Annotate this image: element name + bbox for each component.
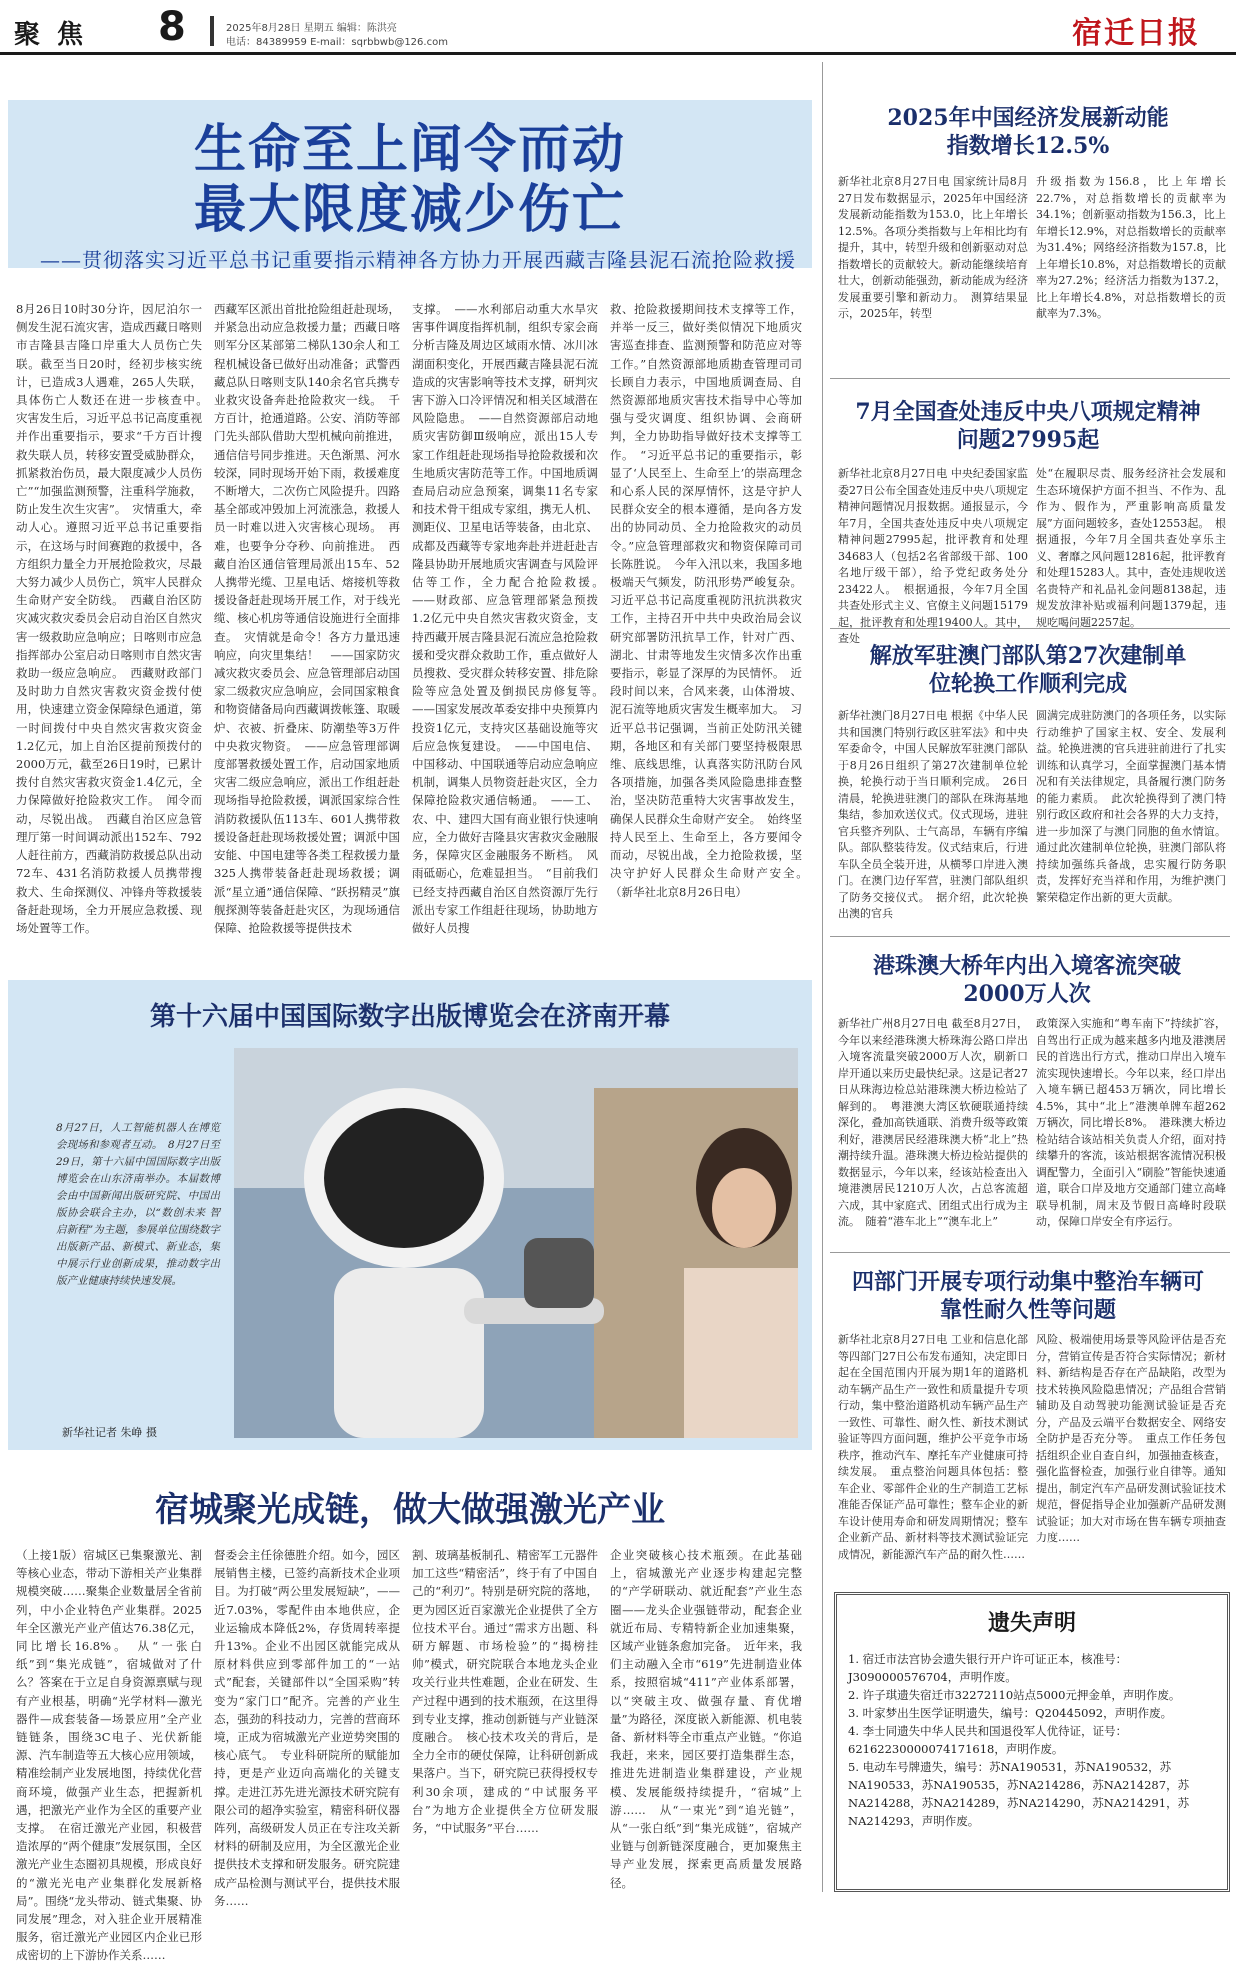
econ-body-col2: 升级指数为156.8，比上年增长22.7%，对总指数增长的贡献率为34.1%；创新驱动指数为156.3，比上年增长12.9%，对总指数增长的贡献率为31.4%；网络经济指数为157.8，比上年增长10.8%，对总指数增长的贡献率为27.2%；经济活力指数为137.2，比上年增长4.8%，对总指数增长的贡献率为7.3%。	[1036, 175, 1226, 320]
laser-title: 宿城聚光成链，做大做强激光产业	[155, 1490, 665, 1530]
expo-photo	[234, 1048, 798, 1438]
bridge-title: 港珠澳大桥年内出入境客流突破2000万人次	[872, 953, 1181, 1007]
notice-title: 遗失声明	[987, 1611, 1076, 1636]
macao-body-col2: 圆满完成驻防澳门的各项任务，以实际行动维护了国家主权、安全、发展利益。轮换进澳的官兵进驻前进行了扎实训练和认真学习，全面掌握澳门基本情况和有关法律规定，具备履行澳门防务的能力素质。 此次轮换得到了澳门特别行政区政府和社会各界的大力支持，进一步加深了与澳门同胞的鱼水情谊。通过此次建制单位轮换，驻澳门部队将持续加强练兵备战，忠实履行防务职责，发挥好充当祥和作用，为维护澳门繁荣稳定作出新的更大贡献。	[1036, 709, 1226, 904]
rules-body-col1: 新华社北京8月27日电 中央纪委国家监委27日公布全国查处违反中央八项规定精神问题情况月报数据。通报显示，今年7月，全国共查处违反中央八项规定精神问题27995起，批评教育和处理34683人（包括2名省部级干部、100名地厅级干部），给予党纪政务处分23422人。 根据通报，今年7月全国共查处形式主义、官僚主义问题15179起，批评教育和处理19400人。其中，查处	[838, 467, 1028, 645]
rules-body-col2: 处“在履职尽责、服务经济社会发展和生态环境保护方面不担当、不作为、乱作为、假作为，严重影响高质量发展”方面问题较多，查处12553起。 根据通报，今年7月全国共查处享乐主义、奢靡之风问题12816起，批评教育和处理15283人。其中，查处违规收送名贵特产和礼品礼金问题8138起，违规发放津补贴或福利问题1379起，违规吃喝问题2257起。	[1036, 467, 1226, 629]
expo-title: 第十六届中国国际数字出版博览会在济南开幕	[149, 1002, 670, 1032]
vehicle-body-col2: 风险、极端使用场景等风险评估是否充分，营销宣传是否符合实际情况；新材料、新结构是否存在产品缺陷，改型为技术转换风险隐患情况；产品组合营销辅助及自动驾驶功能测试验证是否充分，产品及云端平台数据安全、网络安全防护是否充分等。 重点工作任务包括组织企业自查自纠，加强抽查核查，强化监督检查，加强行业自律等。通知提出，制定汽车产品研发测试验证技术规范，督促指导企业加强新产品研发测试验证；加大对市场在售车辆专项抽查力度……	[1036, 1333, 1226, 1544]
divider-3	[830, 936, 1230, 937]
laser-body-col1: （上接1版）宿城区已集聚激光、割等核心业态，带动下游相关产业集群规模突破……聚集企业数量居全省前列，中小企业特色产业集群。2025年全区激光产业产值达76.38亿元，同比增长16.8%。 从“一张白纸”到“集光成链”，宿城做对了什么？答案在于立足自身资源禀赋与现有产业根基，明确“光学材料—激光器件—成套装备—场景应用”全产业链链条，围绕3C电子、光伏新能源、汽车制造等五大核心应用领域，精准绘制产业发展地图，持续优化营商环境，做强产业生态，把握新机遇，把激光产业作为全区的重要产业支撑。 在宿迁激光产业园，积极营造浓厚的“两个健康”发展氛围，全区激光产业生态圈初具规模，形成良好的“激光光电产业集群化发展新格局”。围绕“龙头带动、链式集聚、协同发展”理念，对入驻企业开展精准服务，宿迁激光产业园区内企业已形成密切的上下游协作关系……	[16, 1548, 202, 1963]
vehicle-title: 四部门开展专项行动集中整治车辆可靠性耐久性等问题	[852, 1269, 1205, 1323]
expo-photo-credit: 新华社记者 朱峥 摄	[62, 1426, 157, 1439]
section-name: 聚 焦	[14, 20, 88, 50]
lead-title-line2: 最大限度减少伤亡	[193, 180, 626, 240]
macao-title: 解放军驻澳门部队第27次建制单位轮换工作顺利完成	[869, 643, 1187, 697]
notice-item: 4. 李士同遗失中华人民共和国退役军人优待证，证号：62162230000074171618，声明作废。	[848, 1724, 1128, 1756]
header-divider	[210, 16, 214, 46]
lead-body-col1: 8月26日10时30分许，因尼泊尔一侧发生泥石流灾害，造成西藏日喀则市吉隆县吉隆口岸重大人员伤亡失联。截至当日20时，经初步核实统计，已造成3人遇难，265人失联，具体伤亡人数还在进一步核查中。 灾害发生后，习近平总书记高度重视并作出重要指示，要求“千方百计搜救失联人员，转移安置受威胁群众，抓紧救治伤员，最大限度减少人员伤亡”“加强监测预警，注重科学施救，防止发生次生灾害”。 灾情重大，牵动人心。遵照习近平总书记重要指示，在这场与时间赛跑的救援中，各方组织力量全力开展抢险救灾，尽最大努力减少人员伤亡，筑牢人民群众生命财产安全防线。 西藏自治区防灾减灾救灾委员会启动自治区自然灾害一级救助应急响应；日喀则市应急指挥部办公室启动日喀则市自然灾害救助一级应急响应。 西藏财政部门及时助力自然灾害救灾资金拨付使用，快速建立资金保障绿色通道，第一时间拨付中央自然灾害救灾资金1.2亿元，加上自治区提前预拨付的2000万元，截至26日19时，已累计拨付自然灾害救灾资金1.4亿元，全力保障做好抢险救灾工作。 闻令而动，尽锐出战。 西藏自治区应急管理厅第一时间调动派出152车、792人赶往前方，西藏消防救援总队出动72车、431名消防救援人员携带搜救犬、生命探测仪、冲锋舟等救援装备赶赴现场，全力开展应急救援、现场处置等工作。	[16, 302, 214, 935]
laser-body-col4: 企业突破核心技术瓶颈。在此基础上，宿城激光产业逐步构建起完整的“产学研联动、就近配套”产业生态圈——龙头企业强链带动，配套企业就近布局、专精特新企业加速集聚，区域产业链条愈加完备。 近年来，我们主动融入全市“619”先进制造业体系，按照宿城“411”产业体系部署，以“突破主攻、做强存量、育优增量”为路径，深度嵌入新能源、机电装备、新材料等全市重点产业链。“你追我赶，来来，园区要打造集群生态，推进先进制造业集群建设，产业规模、发展能级持续提升，“宿城”上游…… 从“一束光”到“追光链”，从“一张白纸”到“集光成链”，宿城产业链与创新链深度融合，更加聚焦主导产业发展，探索更高质量发展路径。	[610, 1548, 802, 1890]
macao-body-col1: 新华社澳门8月27日电 根据《中华人民共和国澳门特别行政区驻军法》和中央军委命令，中国人民解放军驻澳门部队于8月26日组织了第27次建制单位轮换，轮换行动于当日顺利完成。 26日清晨，轮换进驻澳门的部队在珠海基地集结，参加欢送仪式。仪式现场，进驻官兵整齐列队、士气高昂，车辆有序编队。部队整装待发。仪式结束后，行进车队全员全装开进，从横琴口岸进入澳门。在澳门边仔军营，驻澳门部队组织了防务交接仪式。 据介绍，此次轮换出澳的官兵	[838, 709, 1028, 920]
rules-title: 7月全国查处违反中央八项规定精神问题27995起	[855, 399, 1201, 453]
lead-title-line1: 生命至上闻令而动	[193, 120, 626, 180]
header-meta-date: 2025年8月28日 星期五 编辑：陈洪亮	[226, 23, 397, 34]
column-divider	[822, 62, 823, 1892]
bridge-body-col2: 政策深入实施和“粤车南下”持续扩容，自驾出行正成为越来越多内地及港澳居民的首选出行方式，推动口岸出入境车流实现快速增长。今年以来，经口岸出入境车辆已超453万辆次，同比增长4.5%，其中“北上”港澳单牌车超262万辆次，同比增长8%。 港珠澳大桥边检站结合该站相关负责人介绍，面对持续攀升的客流，该站根据客流情况积极调配警力，全面引入“刷脸”智能快速通道，联合口岸及地方交通部门建立高峰联导机制，周末及节假日高峰时段联动，保障口岸安全有序运行。	[1036, 1017, 1226, 1228]
lead-body-col3: 支撑。 ——水利部启动重大水旱灾害事件调度指挥机制，组织专家会商分析吉隆及周边区域雨水情、冰川冰湖面积变化，开展西藏吉隆县泥石流造成的灾害影响等技术支撑，研判灾害下游入口冷评情况和相关区域潜在风险隐患。 ——自然资源部启动地质灾害防御Ⅲ级响应，派出15人专家工作组赶赴现场指导抢险救援和次生地质灾害防范等工作。中国地质调查局启动应急预案，调集11名专家和技术骨干组成专家组，携无人机、测距仪、卫星电话等装备，由北京、成都及西藏等专家地奔赴并进赶赴吉隆县协助开展地质灾害调查与风险评估等工作，全力配合抢险救援。 ——财政部、应急管理部紧急预拨1.2亿元中央自然灾害救灾资金，支持西藏开展吉隆县泥石流应急抢险救援和受灾群众救助工作，重点做好人员搜救、受灾群众转移安置、排危除险等应急处置及倒损民房修复等。 ——国家发展改革委安排中央预算内投资1亿元，支持灾区基础设施等灾后应急恢复建设。 ——中国电信、中国移动、中国联通等启动应急响应机制，调集人员物资赶赴灾区，全力保障抢险救灾通信畅通。 ——工、农、中、建四大国有商业银行快速响应，全力做好吉隆县灾害救灾金融服务，保障灾区金融服务不断档。 风雨砥砺心，危难显担当。 “目前我们已经支持西藏自治区自然资源厅先行派出专家工作组赶往现场，协助地方做好人员搜	[412, 302, 610, 935]
divider-2	[830, 628, 1230, 629]
header-meta-contact: 电话：84389959 E-mail：sqrbbwb@126.com	[226, 37, 448, 48]
expo-caption: 8月27日，人工智能机器人在博览会现场和参观者互动。 8月27日至29日，第十六届中国国际数字出版博览会在山东济南举办。本届数博会由中国新闻出版研究院、中国出版协会联合主办，以“数创未来 智启新程”为主题，参展单位围绕数字出版新产品、新模式、新业态，集中展示行业创新成果，推动数字出版产业健康持续快速发展。	[56, 1122, 220, 1287]
econ-title: 2025年中国经济发展新动能指数增长12.5%	[887, 105, 1169, 159]
laser-body-col3: 割、玻璃基板制孔、精密军工元器件加工这些“精密活”，终于有了中国自己的“利刃”。特别是研究院的落地，更为园区近百家激光企业提供了全方位技术平台。通过“需求方出题、科研方解题、市场检验”的“揭榜挂帅”模式，研究院联合本地龙头企业攻关行业共性难题，企业在研发、生产过程中遇到的技术瓶颈，在这里得到专业支撑，推动创新链与产业链深度融合。 核心技术攻关的背后，是全力全市的硬仗保障，让科研创新成果落户。当下，研究院已获得授权专利30余项，建成的“中试服务平台”为地方企业提供全方位研发服务，“中试服务”平台……	[412, 1548, 598, 1836]
notice-item: 5. 电动车号牌遗失，编号：苏NA190531，苏NA190532，苏NA190533，苏NA190535，苏NA214286，苏NA214287，苏NA214288，苏NA214289，苏NA214290，苏NA214291，苏NA214293，声明作废。	[848, 1760, 1190, 1828]
divider-1	[830, 378, 1230, 379]
notice-list	[848, 1650, 1218, 1830]
notice-item: 1. 宿迁市法宫协会遗失银行开户许可证正本，核准号：J3090000576704，声明作废。	[848, 1652, 1128, 1684]
bridge-body-col1: 新华社广州8月27日电 截至8月27日，今年以来经港珠澳大桥珠海公路口岸出入境客流量突破2000万人次，刷新口岸开通以来历史最快纪录。这是记者27日从珠海边检总站港珠澳大桥边检站了解到的。 粤港澳大湾区软硬联通持续深化，叠加高铁通联、消费升级等政策利好，港澳居民经港珠澳大桥“北上”热潮持续升温。港珠澳大桥边检站提供的数据显示，今年以来，经该站检查出入境港澳居民1210万人次，占总客流超六成，其中家庭式、团组式出行成为主流。 随着“港车北上”“澳车北上”	[838, 1017, 1028, 1228]
lead-subtitle: ——贯彻落实习近平总书记重要指示精神各方协力开展西藏吉隆县泥石流抢险救援	[40, 248, 796, 272]
notice-item: 3. 叶家梦出生医学证明遗失，编号：Q20445092，声明作废。	[848, 1706, 1173, 1720]
notice-item: 2. 许子琪遗失宿迁市32272110站点5000元押金单，声明作废。	[848, 1688, 1181, 1702]
header-rule	[0, 52, 1236, 55]
lead-body-col2: 西藏军区派出首批抢险组赶赴现场，并紧急出动应急救援力量；西藏日喀则军分区某部第二梯队130余人和工程机械设备已做好出动准备；武警西藏总队日喀则支队140余名官兵携专业救灾设备奔赴抢险救灾一线。 千方百计，抢通道路。公安、消防等部门先头部队借助大型机械向前推进，通信信号同步推进。天色渐黑、河水较深，同时现场开始下雨，救援难度不断增大，二次伤亡风险提升。四路基全部或冲毁加上河流涨急，救援人员一时难以进入灾害核心现场。 再难，也要争分夺秒、向前推进。 西藏自治区通信管理局派出15车、52人携带光缆、卫星电话、熔接机等救援设备赶赴现场开展工作，对于线光缆、核心机房等通信设施进行全面排查。 灾情就是命令！各方力量迅速响应，向灾里集结！ ——国家防灾减灾救灾委员会、应急管理部启动国家二级救灾应急响应，会同国家粮食和物资储备局向西藏调拨帐篷、取暖炉、衣被、折叠床、防潮垫等3万件中央救灾物资。 ——应急管理部调度部署救援处置工作，启动国家地质灾害二级应急响应，派出工作组赶赴现场指导抢险救援，调派国家综合性消防救援队伍113车、601人携带救援设备赶赴现场救援处置；调派中国安能、中国电建等各类工程救援力量325人携带装备赶赴现场救援；调派“星立通”通信保障、“跃拐精灵”旗舰探测等装备赶赴灾区，为现场通信保障、抢险救援等提供技术	[214, 302, 400, 935]
newspaper-masthead: 宿迁日报	[1072, 16, 1200, 51]
vehicle-body-col1: 新华社北京8月27日电 工业和信息化部等四部门27日公布发布通知，决定即日起在全国范围内开展为期1年的道路机动车辆产品生产一致性和质量提升专项行动，集中整治道路机动车辆产品生产一致性、可靠性、耐久性、新技术测试验证等四方面问题，维护公平竞争市场秩序，推动汽车、摩托车产业健康可持续发展。 重点整治问题具体包括：整车企业、零部件企业的生产制造工艺标准能否保证产品可靠性；整车企业的新车设计使用寿命和研发周期情况；整车企业新产品、新材料等技术测试验证完成情况，新能源汽车产品的耐久性……	[838, 1333, 1028, 1561]
lead-body-col4: 救、抢险救援期间技术支撑等工作，并举一反三，做好类似情况下地质灾害巡查排查、监测预警和防范应对等工作。”自然资源部地质勘查管理司司长顾自力表示，中国地质调查局、自然资源部地质灾害技术指导中心等加强与受灾调度、组织协调、会商研判，全力协助指导做好技术支撑等工作。 “习近平总书记的重要指示，彰显了‘人民至上、生命至上’的崇高理念和心系人民的深厚情怀，这是守护人民群众安全的根本遵循，是向各方发出的协同动员、全力抢险救灾的动员令。”应急管理部救灾和物资保障司司长陈胜说。 今年入汛以来，我国多地极端天气频发，防汛形势严峻复杂。习近平总书记高度重视防汛抗洪救灾工作，主持召开中共中央政治局会议研究部署防汛抗旱工作，针对广西、湖北、甘肃等地发生灾情多次作出重要指示，彰显了深厚的为民情怀。 近段时间以来，合风来袭，山体滑坡、泥石流等地质灾害发生概率加大。 习近平总书记强调，当前正处防汛关键期，各地区和有关部门要坚持极限思维、底线思维，认真落实防汛防台风各项措施，加强各类风险隐患排查整治，坚决防范重特大灾害事故发生，确保人民群众生命财产安全。 始终坚持人民至上、生命至上，各方要闻令而动，尽锐出战，全力抢险救援，坚决守护好人民群众生命财产安全。 （新华社北京8月26日电）	[610, 302, 814, 899]
laser-body-col2: 督委会主任徐德胜介绍。如今，园区展销售主楼，已签约高新技术企业项目。为打破“两公里发展短缺”，——近7.03%，零配件由本地供应，企业运输成本降低2%，存货周转率提升13%。企业不出园区就能完成从原材料供应到零部件加工的“一站式”配套，关键部件以“全国采购”转变为“家门口”配齐。完善的产业生态，强劲的科技动力，完善的营商环境，正成为宿城激光产业逆势突围的核心底气。 专业科研院所的赋能加持，更是产业迈向高端化的关键支撑。走进江苏先进光源技术研究院有限公司的超净实验室，精密科研仪器阵列，高级研发人员正在专注攻关新材料的研制及应用，为全区激光企业提供技术支撑和研发服务。研究院建成产品检测与测试平台，提供技术服务……	[214, 1548, 400, 1908]
page-number: 8	[158, 4, 186, 50]
econ-body-col1: 新华社北京8月27日电 国家统计局8月27日发布数据显示，2025年中国经济发展新动能指数为153.0，比上年增长12.5%。各项分类指数与上年相比均有提升，其中，转型升级和创新驱动对总指数增长的贡献较大。新动能继续培育壮大，创新动能强劲，新动能成为经济发展重要引擎和新动力。 测算结果显示，2025年，转型	[838, 175, 1028, 320]
divider-4	[830, 1252, 1230, 1253]
